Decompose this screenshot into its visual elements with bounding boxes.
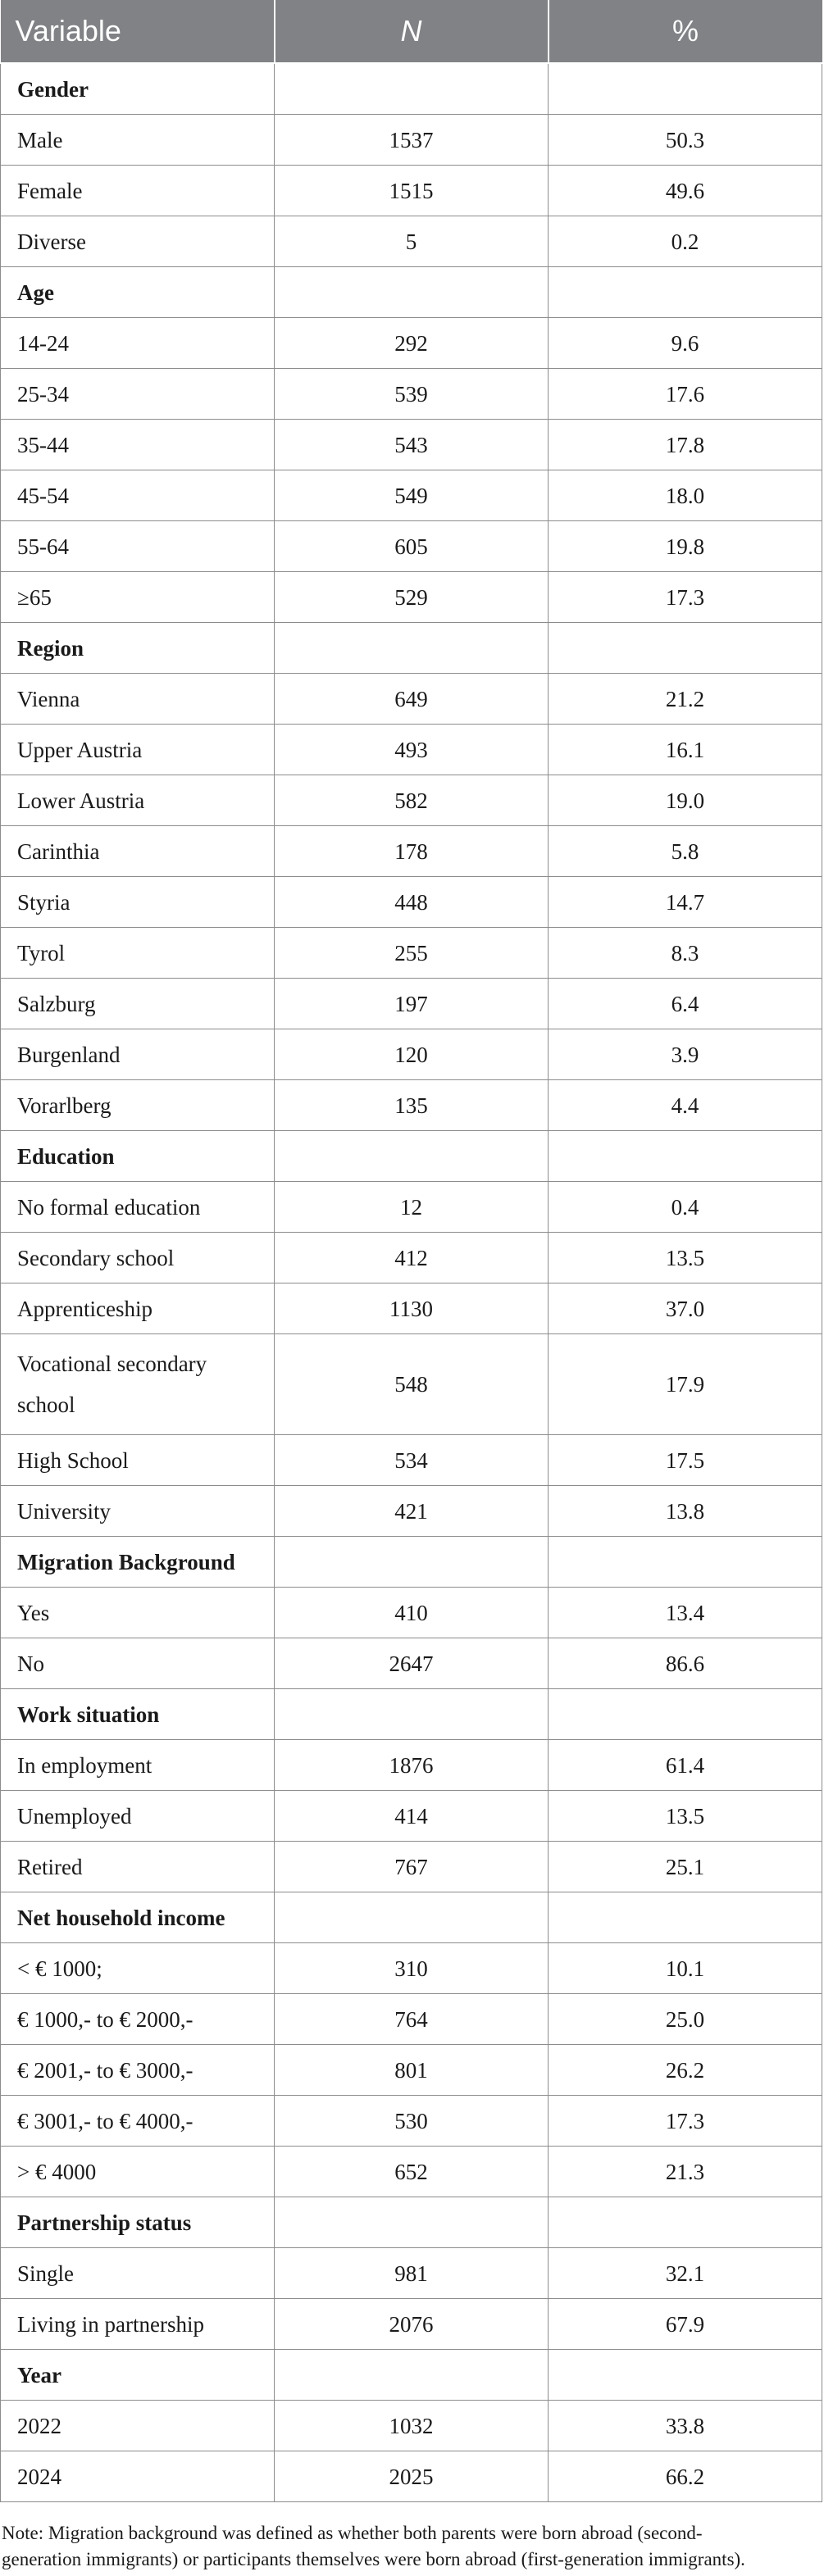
table-row	[1, 1435, 822, 1486]
table-row	[1, 1283, 822, 1334]
table-row	[1, 877, 822, 928]
row-label: Vienna	[1, 674, 275, 725]
row-n: 534	[275, 1435, 549, 1486]
section-title: Net household income	[1, 1892, 275, 1943]
table-row	[1, 369, 822, 420]
row-n: 448	[275, 877, 549, 928]
row-label: Apprenticeship	[1, 1283, 275, 1334]
empty-cell	[275, 1689, 549, 1740]
table-row	[1, 1740, 822, 1791]
row-percent: 18.0	[549, 470, 822, 521]
table-row	[1, 1486, 822, 1537]
empty-cell	[549, 2197, 822, 2248]
section-row	[1, 1131, 822, 1182]
section-title: Region	[1, 623, 275, 674]
section-row	[1, 2350, 822, 2401]
section-title: Education	[1, 1131, 275, 1182]
empty-cell	[549, 2350, 822, 2401]
table-row	[1, 115, 822, 166]
row-n: 1876	[275, 1740, 549, 1791]
section-title: Gender	[1, 63, 275, 115]
table-row	[1, 1994, 822, 2045]
row-label: Upper Austria	[1, 725, 275, 775]
row-label: 2024	[1, 2451, 275, 2502]
empty-cell	[549, 63, 822, 115]
row-percent: 17.5	[549, 1435, 822, 1486]
row-n: 543	[275, 420, 549, 470]
row-percent: 17.8	[549, 420, 822, 470]
row-percent: 14.7	[549, 877, 822, 928]
row-n: 652	[275, 2147, 549, 2197]
row-n: 310	[275, 1943, 549, 1994]
table-row	[1, 1842, 822, 1892]
table-row	[1, 1943, 822, 1994]
table-row	[1, 318, 822, 369]
row-n: 2076	[275, 2299, 549, 2350]
row-percent: 33.8	[549, 2401, 822, 2451]
table-row	[1, 2248, 822, 2299]
section-row	[1, 1689, 822, 1740]
table-row	[1, 166, 822, 216]
table-row	[1, 2401, 822, 2451]
row-label: Female	[1, 166, 275, 216]
row-percent: 25.1	[549, 1842, 822, 1892]
row-label: Single	[1, 2248, 275, 2299]
row-percent: 49.6	[549, 166, 822, 216]
row-n: 764	[275, 1994, 549, 2045]
empty-cell	[275, 2350, 549, 2401]
row-n: 2025	[275, 2451, 549, 2502]
row-n: 1537	[275, 115, 549, 166]
row-percent: 6.4	[549, 979, 822, 1029]
row-n: 178	[275, 826, 549, 877]
row-label: 2022	[1, 2401, 275, 2451]
row-label: Tyrol	[1, 928, 275, 979]
section-title: Partnership status	[1, 2197, 275, 2248]
row-percent: 21.2	[549, 674, 822, 725]
table-row	[1, 2045, 822, 2096]
row-label: University	[1, 1486, 275, 1537]
empty-cell	[275, 1131, 549, 1182]
row-label: Salzburg	[1, 979, 275, 1029]
row-label: 14-24	[1, 318, 275, 369]
row-n: 135	[275, 1080, 549, 1131]
table-row	[1, 928, 822, 979]
table-row	[1, 775, 822, 826]
row-percent: 25.0	[549, 1994, 822, 2045]
table-row	[1, 1791, 822, 1842]
row-label: In employment	[1, 1740, 275, 1791]
row-n: 549	[275, 470, 549, 521]
section-title: Work situation	[1, 1689, 275, 1740]
section-row	[1, 623, 822, 674]
row-n: 605	[275, 521, 549, 572]
row-label: < € 1000;	[1, 1943, 275, 1994]
table-row	[1, 826, 822, 877]
row-label: € 3001,- to € 4000,-	[1, 2096, 275, 2147]
table-row	[1, 674, 822, 725]
row-percent: 26.2	[549, 2045, 822, 2096]
row-n: 255	[275, 928, 549, 979]
table-row	[1, 1233, 822, 1283]
empty-cell	[275, 1537, 549, 1588]
row-n: 493	[275, 725, 549, 775]
row-percent: 3.9	[549, 1029, 822, 1080]
row-percent: 13.8	[549, 1486, 822, 1537]
row-percent: 5.8	[549, 826, 822, 877]
table-row	[1, 2451, 822, 2502]
row-n: 412	[275, 1233, 549, 1283]
table-row	[1, 420, 822, 470]
row-percent: 50.3	[549, 115, 822, 166]
table-note: Note: Migration background was defined as whether both parents were born abroad (second-generation immigrants) or participants themselves were born abroad (first-generation immigrants).	[2, 2523, 745, 2569]
row-label: Living in partnership	[1, 2299, 275, 2350]
row-n: 529	[275, 572, 549, 623]
table-row	[1, 1588, 822, 1638]
empty-cell	[275, 63, 549, 115]
row-label: High School	[1, 1435, 275, 1486]
row-percent: 10.1	[549, 1943, 822, 1994]
row-n: 539	[275, 369, 549, 420]
table-row	[1, 216, 822, 267]
row-n: 292	[275, 318, 549, 369]
row-n: 12	[275, 1182, 549, 1233]
section-row	[1, 63, 822, 115]
row-label: € 2001,- to € 3000,-	[1, 2045, 275, 2096]
row-percent: 8.3	[549, 928, 822, 979]
table-row	[1, 2147, 822, 2197]
empty-cell	[275, 1892, 549, 1943]
row-n: 414	[275, 1791, 549, 1842]
empty-cell	[549, 1892, 822, 1943]
table-row	[1, 1029, 822, 1080]
section-row	[1, 1537, 822, 1588]
row-n: 197	[275, 979, 549, 1029]
row-percent: 16.1	[549, 725, 822, 775]
row-label: Styria	[1, 877, 275, 928]
row-n: 2647	[275, 1638, 549, 1689]
row-percent: 17.9	[549, 1334, 822, 1435]
empty-cell	[549, 1131, 822, 1182]
table-row	[1, 725, 822, 775]
row-percent: 61.4	[549, 1740, 822, 1791]
row-label: Secondary school	[1, 1233, 275, 1283]
table-row	[1, 1182, 822, 1233]
row-n: 1515	[275, 166, 549, 216]
header-n: N	[275, 0, 549, 63]
empty-cell	[275, 267, 549, 318]
section-row	[1, 2197, 822, 2248]
row-label: Diverse	[1, 216, 275, 267]
row-n: 767	[275, 1842, 549, 1892]
row-percent: 17.3	[549, 572, 822, 623]
row-n: 801	[275, 2045, 549, 2096]
row-percent: 17.3	[549, 2096, 822, 2147]
section-row	[1, 267, 822, 318]
empty-cell	[275, 2197, 549, 2248]
table-row	[1, 521, 822, 572]
row-percent: 0.4	[549, 1182, 822, 1233]
header-variable: Variable	[1, 0, 275, 63]
row-n: 1130	[275, 1283, 549, 1334]
table-row	[1, 2096, 822, 2147]
row-label: ≥65	[1, 572, 275, 623]
row-label: Unemployed	[1, 1791, 275, 1842]
row-percent: 66.2	[549, 2451, 822, 2502]
section-row	[1, 1892, 822, 1943]
table-header	[1, 0, 822, 63]
row-label: No formal education	[1, 1182, 275, 1233]
row-n: 410	[275, 1588, 549, 1638]
row-label: € 1000,- to € 2000,-	[1, 1994, 275, 2045]
row-percent: 13.4	[549, 1588, 822, 1638]
row-n: 530	[275, 2096, 549, 2147]
row-n: 1032	[275, 2401, 549, 2451]
row-percent: 17.6	[549, 369, 822, 420]
row-label: 35-44	[1, 420, 275, 470]
empty-cell	[549, 267, 822, 318]
row-percent: 0.2	[549, 216, 822, 267]
row-label: Burgenland	[1, 1029, 275, 1080]
row-percent: 37.0	[549, 1283, 822, 1334]
table-row	[1, 2299, 822, 2350]
row-percent: 13.5	[549, 1233, 822, 1283]
row-n: 981	[275, 2248, 549, 2299]
table-row	[1, 979, 822, 1029]
row-label: 55-64	[1, 521, 275, 572]
row-percent: 19.0	[549, 775, 822, 826]
row-n: 5	[275, 216, 549, 267]
row-n: 548	[275, 1334, 549, 1435]
table-row	[1, 1638, 822, 1689]
table-row	[1, 1080, 822, 1131]
row-label: Retired	[1, 1842, 275, 1892]
row-label: Carinthia	[1, 826, 275, 877]
row-percent: 4.4	[549, 1080, 822, 1131]
row-label: 45-54	[1, 470, 275, 521]
row-n: 649	[275, 674, 549, 725]
table-row	[1, 572, 822, 623]
row-label: 25-34	[1, 369, 275, 420]
row-percent: 86.6	[549, 1638, 822, 1689]
row-label: Vorarlberg	[1, 1080, 275, 1131]
row-percent: 9.6	[549, 318, 822, 369]
row-n: 582	[275, 775, 549, 826]
row-label: No	[1, 1638, 275, 1689]
row-percent: 32.1	[549, 2248, 822, 2299]
row-percent: 13.5	[549, 1791, 822, 1842]
section-title: Migration Background	[1, 1537, 275, 1588]
table-body	[1, 63, 822, 2502]
section-title: Year	[1, 2350, 275, 2401]
row-percent: 67.9	[549, 2299, 822, 2350]
row-n: 421	[275, 1486, 549, 1537]
row-label: Yes	[1, 1588, 275, 1638]
table-row	[1, 1334, 822, 1435]
row-percent: 19.8	[549, 521, 822, 572]
row-label: Lower Austria	[1, 775, 275, 826]
header-row	[1, 0, 822, 63]
empty-cell	[549, 1689, 822, 1740]
section-title: Age	[1, 267, 275, 318]
table-row	[1, 470, 822, 521]
row-percent: 21.3	[549, 2147, 822, 2197]
row-label: > € 4000	[1, 2147, 275, 2197]
header-percent: %	[549, 0, 822, 63]
empty-cell	[275, 623, 549, 674]
empty-cell	[549, 1537, 822, 1588]
row-n: 120	[275, 1029, 549, 1080]
row-label: Vocational secondary school	[1, 1334, 275, 1435]
empty-cell	[549, 623, 822, 674]
row-label: Male	[1, 115, 275, 166]
